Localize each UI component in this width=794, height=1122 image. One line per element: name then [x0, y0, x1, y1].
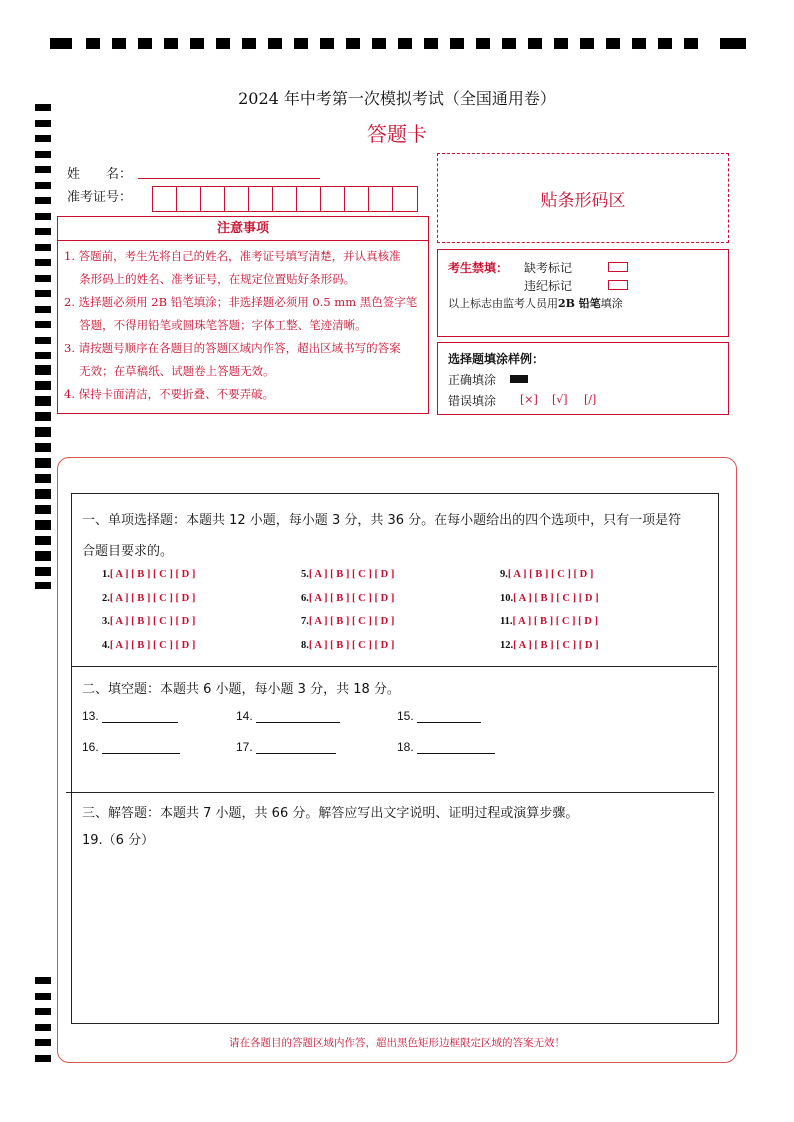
- id-number-boxes[interactable]: [152, 186, 418, 212]
- choice-row[interactable]: [500, 593, 599, 604]
- section3-heading: 三、解答题：本题共 7 小题，共 66 分。解答应写出文字说明、证明过程或演算步骤。: [82, 806, 579, 821]
- timing-mark: [35, 306, 51, 313]
- timing-mark: [35, 259, 51, 266]
- forbidden-note-bold: 2B 铅笔: [558, 297, 601, 310]
- timing-mark: [35, 197, 51, 204]
- question-number: 10.: [500, 593, 514, 604]
- choice-options[interactable]: [ A ] [ B ] [ C ] [ D ]: [308, 616, 395, 627]
- timing-mark: [35, 536, 51, 543]
- choice-row[interactable]: [500, 616, 598, 627]
- timing-mark: [35, 381, 51, 388]
- choice-options[interactable]: [ A ] [ B ] [ C ] [ D ]: [109, 616, 196, 627]
- choice-row[interactable]: [301, 616, 394, 627]
- choice-row[interactable]: [102, 569, 195, 580]
- blank-14[interactable]: [236, 709, 340, 723]
- timing-mark: [35, 1055, 51, 1062]
- blank-number: 16.: [82, 740, 99, 754]
- timing-mark: [35, 977, 51, 984]
- violation-mark-box[interactable]: [608, 280, 628, 290]
- notice-line: 答题，不得用铅笔或圆珠笔答题；字体工整、笔迹清晰。: [64, 318, 367, 332]
- section2-heading: 二、填空题：本题共 6 小题，每小题 3 分，共 18 分。: [82, 682, 400, 697]
- choice-row[interactable]: [301, 640, 394, 651]
- question-number: 6.: [301, 593, 309, 604]
- timing-mark: [35, 290, 51, 297]
- blank-number: 13.: [82, 709, 99, 723]
- notice-box: [57, 216, 429, 414]
- wrong-mark-2: [√]: [552, 393, 568, 406]
- wrong-label: 错误填涂: [448, 394, 497, 408]
- forbidden-note-suffix: 填涂: [600, 297, 623, 310]
- choice-options[interactable]: [ A ] [ B ] [ C ] [ D ]: [308, 593, 395, 604]
- notice-header: 注意事项: [58, 217, 428, 241]
- timing-mark: [35, 505, 51, 512]
- choice-row[interactable]: [500, 569, 593, 580]
- blank-number: 14.: [236, 709, 253, 723]
- section-divider: [71, 666, 717, 667]
- answer-area-19[interactable]: [82, 850, 706, 1014]
- choice-row[interactable]: [102, 616, 195, 627]
- question-number: 7.: [301, 616, 309, 627]
- timing-mark: [35, 337, 51, 344]
- section1-heading: 一、单项选择题：本题共 12 小题，每小题 3 分，共 36 分。在每小题给出的四个选项中，只有一项是符: [82, 513, 682, 528]
- choice-row[interactable]: [102, 593, 195, 604]
- timing-mark: [35, 275, 51, 282]
- timing-mark: [35, 427, 51, 434]
- question-number: 9.: [500, 569, 508, 580]
- blank-13[interactable]: [82, 709, 178, 723]
- timing-mark: [35, 396, 51, 403]
- choice-options[interactable]: [ A ] [ B ] [ C ] [ D ]: [513, 593, 599, 604]
- exam-title: 2024 年中考第一次模拟考试（全国通用卷）: [238, 89, 556, 108]
- timing-mark: [35, 321, 51, 328]
- forbidden-note-prefix: 以上标志由监考人员用: [448, 297, 558, 310]
- choice-row[interactable]: [102, 640, 195, 651]
- question-number: 4.: [102, 640, 110, 651]
- section-divider: [66, 792, 714, 793]
- timing-mark: [35, 412, 51, 419]
- name-field[interactable]: [138, 178, 320, 179]
- timing-mark: [35, 520, 51, 527]
- question-number: 2.: [102, 593, 110, 604]
- notice-line: 无效；在草稿纸、试题卷上答题无效。: [64, 364, 275, 378]
- blank-number: 15.: [397, 709, 414, 723]
- choice-row[interactable]: [301, 593, 394, 604]
- wrong-mark-3: [/]: [584, 393, 597, 406]
- timing-mark: [35, 1024, 51, 1031]
- invigilator-box: [437, 249, 729, 337]
- sample-label: 选择题填涂样例：: [448, 352, 545, 366]
- choice-row[interactable]: [301, 569, 394, 580]
- notice-line: 1. 答题前，考生先将自己的姓名，准考证号填写清楚，并认真核准: [64, 249, 401, 263]
- question-number: 11.: [500, 616, 513, 627]
- choice-options[interactable]: [ A ] [ B ] [ C ] [ D ]: [308, 640, 395, 651]
- timing-mark: [35, 166, 51, 173]
- choice-options[interactable]: [ A ] [ B ] [ C ] [ D ]: [507, 569, 594, 580]
- timing-mark: [35, 151, 51, 158]
- question-19-label: 19.（6 分）: [82, 833, 155, 848]
- timing-mark: [35, 213, 51, 220]
- timing-mark: [35, 352, 51, 359]
- wrong-mark-1: [×]: [520, 393, 538, 406]
- question-number: 1.: [102, 569, 110, 580]
- id-label: 准考证号：: [67, 190, 133, 205]
- correct-label: 正确填涂: [448, 373, 497, 387]
- absent-mark-box[interactable]: [608, 262, 628, 272]
- timing-mark: [35, 489, 51, 496]
- timing-mark: [35, 993, 51, 1000]
- fill-sample-box: [437, 342, 729, 415]
- top-timing-marks: [50, 38, 746, 52]
- barcode-area: [437, 153, 729, 243]
- timing-mark: [35, 551, 51, 558]
- answer-sheet-title: 答题卡: [367, 122, 427, 146]
- timing-mark: [35, 365, 51, 372]
- footer-warning: 请在各题目的答题区域内作答，超出黑色矩形边框限定区域的答案无效！: [229, 1037, 565, 1049]
- blank-18[interactable]: [397, 740, 495, 754]
- barcode-area-label: 贴条形码区: [540, 190, 626, 211]
- timing-mark: [35, 443, 51, 450]
- blank-15[interactable]: [397, 709, 481, 723]
- timing-mark: [35, 228, 51, 235]
- timing-mark: [35, 474, 51, 481]
- absent-label: 缺考标记: [524, 261, 573, 275]
- timing-mark: [35, 182, 51, 189]
- timing-mark: [35, 458, 51, 465]
- blank-number: 18.: [397, 740, 414, 754]
- question-number: 3.: [102, 616, 110, 627]
- timing-mark: [35, 244, 51, 251]
- correct-fill-sample: [510, 375, 528, 383]
- question-number: 5.: [301, 569, 309, 580]
- choice-row[interactable]: [500, 640, 599, 651]
- timing-mark: [35, 567, 51, 574]
- choice-options[interactable]: [ A ] [ B ] [ C ] [ D ]: [109, 593, 196, 604]
- choice-options[interactable]: [ A ] [ B ] [ C ] [ D ]: [512, 616, 598, 627]
- timing-mark: [35, 1008, 51, 1015]
- notice-line: 条形码上的姓名、准考证号，在规定位置贴好条形码。: [64, 272, 356, 286]
- name-label: 姓 名：: [67, 167, 133, 182]
- timing-mark: [35, 582, 51, 589]
- forbidden-label: 考生禁填：: [448, 261, 509, 275]
- question-number: 8.: [301, 640, 309, 651]
- choice-options[interactable]: [ A ] [ B ] [ C ] [ D ]: [109, 640, 196, 651]
- question-number: 12.: [500, 640, 514, 651]
- forbidden-note: [448, 295, 623, 311]
- section1-heading-cont: 合题目要求的。: [82, 544, 174, 559]
- choice-options[interactable]: [ A ] [ B ] [ C ] [ D ]: [513, 640, 599, 651]
- blank-number: 17.: [236, 740, 253, 754]
- violation-label: 违纪标记: [524, 279, 573, 293]
- notice-line: 4. 保持卡面清洁，不要折叠、不要弄破。: [64, 387, 275, 401]
- blank-17[interactable]: [236, 740, 336, 754]
- choice-options[interactable]: [ A ] [ B ] [ C ] [ D ]: [109, 569, 196, 580]
- notice-line: 2. 选择题必须用 2B 铅笔填涂；非选择题必须用 0.5 mm 黑色签字笔: [64, 295, 418, 309]
- choice-options[interactable]: [ A ] [ B ] [ C ] [ D ]: [308, 569, 395, 580]
- blank-16[interactable]: [82, 740, 180, 754]
- notice-line: 3. 请按题号顺序在各题目的答题区域内作答，超出区域书写的答案: [64, 341, 401, 355]
